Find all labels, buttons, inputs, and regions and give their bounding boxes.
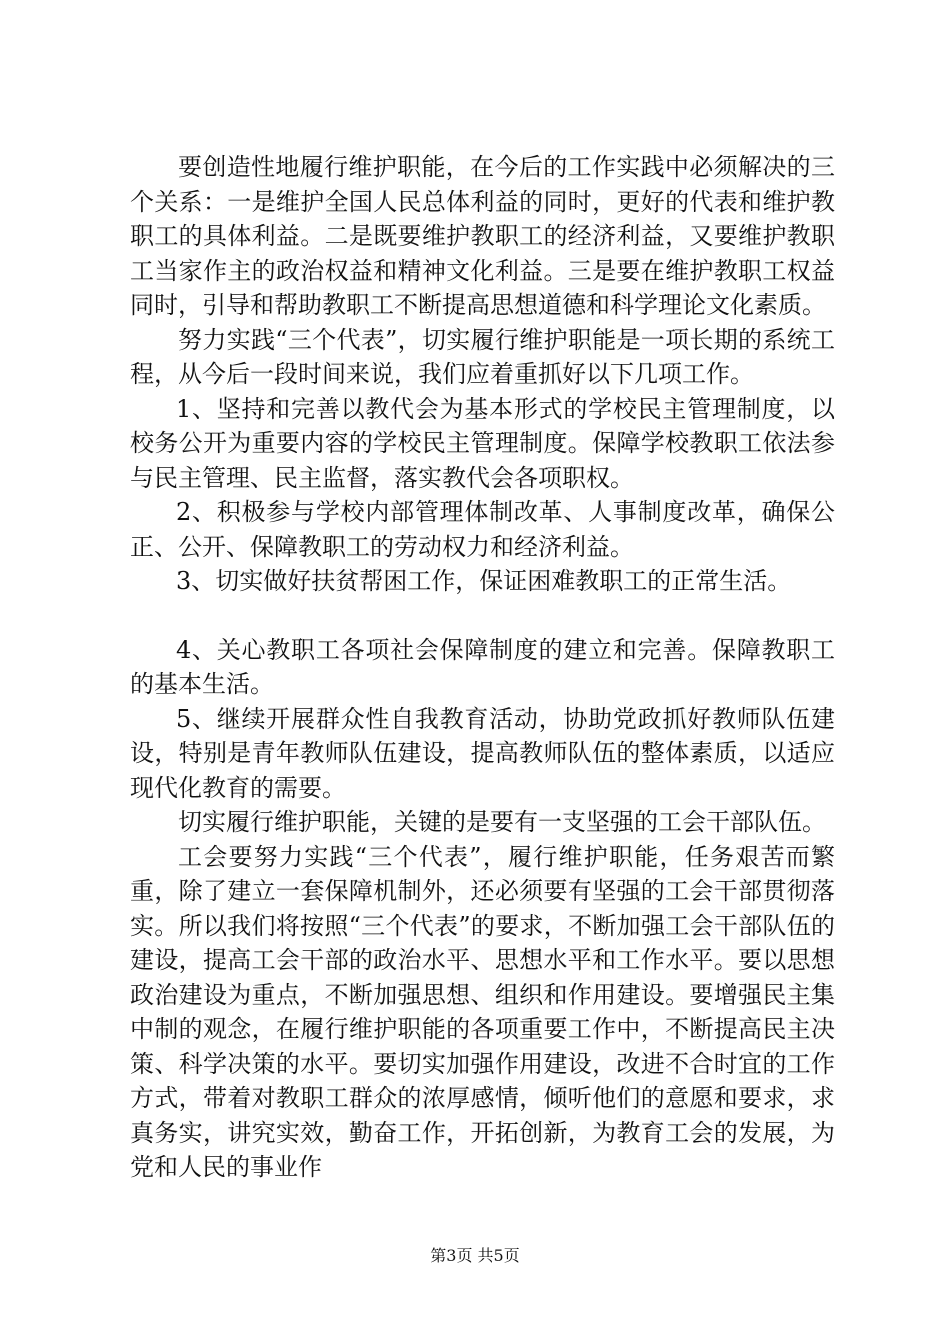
list-item-3: 3、切实做好扶贫帮困工作，保证困难教职工的正常生活。 — [176, 567, 792, 595]
paragraph-intro: 要创造性地履行维护职能，在今后的工作实践中必须解决的三个关系：一是维护全国人民总体利益的同时，更好的代表和维护教职工的具体利益。二是既要维护教职工的经济利益，又要维护教职工当家作主的政治权益和精神文化利益。三是要在维护教职工权益同时，引导和帮助教职工不断提高思想道德和科学理论文化素质。 — [130, 153, 835, 319]
list-item-5: 5、继续开展群众性自我教育活动，协助党政抓好教师队伍建设，特别是青年教师队伍建设，提高教师队伍的整体素质，以适应现代化教育的需要。 — [130, 704, 835, 802]
document-body — [130, 150, 835, 1185]
paragraph-key: 切实履行维护职能，关键的是要有一支坚强的工会干部队伍。 — [178, 808, 826, 836]
list-item-1: 1、坚持和完善以教代会为基本形式的学校民主管理制度，以校务公开为重要内容的学校民主管理制度。保障学校教职工依法参与民主管理、民主监督，落实教代会各项职权。 — [130, 394, 835, 492]
list-item-4: 4、关心教职工各项社会保障制度的建立和完善。保障教职工的基本生活。 — [130, 635, 835, 698]
paragraph-practice: 努力实践“三个代表”，切实履行维护职能是一项长期的系统工程，从今后一段时间来说，我们应着重抓好以下几项工作。 — [130, 325, 835, 388]
paragraph-gap — [130, 599, 835, 633]
page-number-footer: 第3页 共5页 — [430, 1246, 520, 1265]
paragraph-union: 工会要努力实践“三个代表”，履行维护职能，任务艰苦而繁重，除了建立一套保障机制外，还必须要有坚强的工会干部贯彻落实。所以我们将按照“三个代表”的要求，不断加强工会干部队伍的建设，提高工会干部的政治水平、思想水平和工作水平。要以思想政治建设为重点，不断加强思想、组织和作用建设。要增强民主集中制的观念，在履行维护职能的各项重要工作中，不断提高民主决策、科学决策的水平。要切实加强作用建设，改进不合时宜的工作方式，带着对教职工群众的浓厚感情，倾听他们的意愿和要求，求真务实，讲究实效，勤奋工作，开拓创新，为教育工会的发展，为党和人民的事业作 — [130, 842, 835, 1181]
list-item-2: 2、积极参与学校内部管理体制改革、人事制度改革，确保公正、公开、保障教职工的劳动权力和经济利益。 — [130, 498, 835, 561]
